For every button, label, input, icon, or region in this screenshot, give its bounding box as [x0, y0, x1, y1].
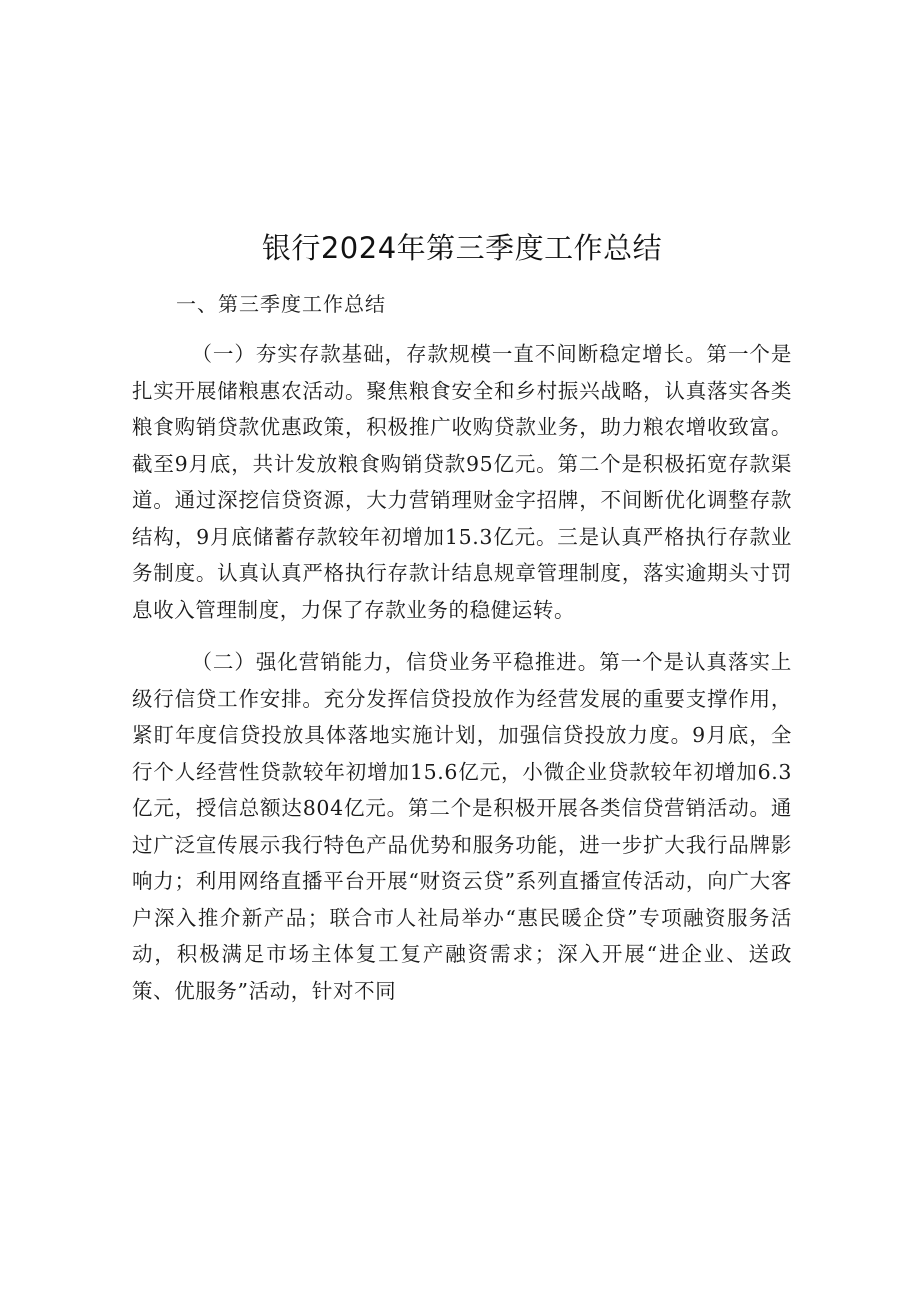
paragraph-credit-marketing: （二）强化营销能力，信贷业务平稳推进。第一个是认真落实上级行信贷工作安排。充分发挥信贷投放作为经营发展的重要支撑作用，紧盯年度信贷投放具体落地实施计划，加强信贷投放力度。9月底，全行个人经营性贷款较年初增加15.6亿元，小微企业贷款较年初增加6.3亿元，授信总额达804亿元。第二个是积极开展各类信贷营销活动。通过广泛宣传展示我行特色产品优势和服务功能，进一步扩大我行品牌影响力；利用网络直播平台开展“财资云贷”系列直播宣传活动，向广大客户深入推介新产品；联合市人社局举办“惠民暖企贷”专项融资服务活动，积极满足市场主体复工复产融资需求；深入开展“进企业、送政策、优服务”活动，针对不同	[132, 650, 792, 1003]
document-title: 银行2024年第三季度工作总结	[261, 231, 663, 265]
paragraph-deposit-work: （一）夯实存款基础，存款规模一直不间断稳定增长。第一个是扎实开展储粮惠农活动。聚焦粮食安全和乡村振兴战略，认真落实各类粮食购销贷款优惠政策，积极推广收购贷款业务，助力粮农增收致富。截至9月底，共计发放粮食购销贷款95亿元。第二个是积极拓宽存款渠道。通过深挖信贷资源，大力营销理财金字招牌，不间断优化调整存款结构，9月底储蓄存款较年初增加15.3亿元。三是认真严格执行存款业务制度。认真认真严格执行存款计结息规章管理制度，落实逾期头寸罚息收入管理制度，力保了存款业务的稳健运转。	[132, 342, 792, 622]
section-heading: 一、第三季度工作总结	[176, 292, 386, 316]
